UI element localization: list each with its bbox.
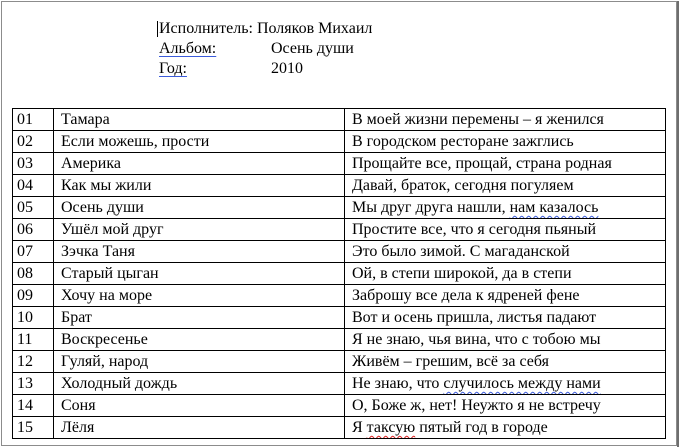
- performer-row: [159, 19, 372, 39]
- track-title: Тамара: [54, 109, 345, 131]
- table-row: [13, 109, 666, 131]
- table-row: [13, 175, 666, 197]
- track-first-line: Ой, в степи широкой, да в степи: [345, 263, 666, 285]
- track-first-line: Давай, браток, сегодня погуляем: [345, 175, 666, 197]
- year-value: 2010: [271, 60, 303, 77]
- track-number: 01: [13, 109, 54, 131]
- track-list-table: [12, 108, 666, 439]
- track-title: Зэчка Таня: [54, 241, 345, 263]
- table-row: [13, 241, 666, 263]
- track-number: 10: [13, 307, 54, 329]
- track-title: Лёля: [54, 417, 345, 439]
- track-number: 12: [13, 351, 54, 373]
- track-number: 07: [13, 241, 54, 263]
- track-title: Если можешь, прости: [54, 131, 345, 153]
- track-line-part: Я: [352, 419, 367, 436]
- track-first-line: Живём – грешим, всё за себя: [345, 351, 666, 373]
- track-number: 02: [13, 131, 54, 153]
- table-row: [13, 153, 666, 175]
- track-title: Как мы жили: [54, 175, 345, 197]
- track-first-line: Я не знаю, чья вина, что с тобою мы: [345, 329, 666, 351]
- track-first-line: Простите все, что я сегодня пьяный: [345, 219, 666, 241]
- album-header: [159, 19, 372, 79]
- track-first-line: [345, 373, 666, 395]
- grammar-flagged-text: нам казалось: [509, 199, 599, 216]
- track-first-line: В городском ресторане зажглись: [345, 131, 666, 153]
- track-first-line: [345, 197, 666, 219]
- table-row: [13, 329, 666, 351]
- track-number: 11: [13, 329, 54, 351]
- track-title: Брат: [54, 307, 345, 329]
- spelling-flagged-text: таксую: [366, 419, 416, 436]
- grammar-flagged-text: случилось между нами: [443, 375, 601, 392]
- track-title: Ушёл мой друг: [54, 219, 345, 241]
- year-label: Год:: [159, 60, 187, 77]
- track-number: 13: [13, 373, 54, 395]
- track-title: Холодный дождь: [54, 373, 345, 395]
- performer-value: Поляков Михаил: [256, 20, 373, 37]
- track-first-line: Это было зимой. С магаданской: [345, 241, 666, 263]
- track-first-line: [345, 417, 666, 439]
- track-number: 14: [13, 395, 54, 417]
- table-row: [13, 285, 666, 307]
- track-first-line: В моей жизни перемены – я женился: [345, 109, 666, 131]
- table-row: [13, 219, 666, 241]
- album-row: [159, 39, 372, 59]
- text-cursor: [157, 21, 158, 37]
- track-first-line: Заброшу все дела к ядреней фене: [345, 285, 666, 307]
- year-row: [159, 59, 372, 79]
- track-number: 03: [13, 153, 54, 175]
- track-number: 06: [13, 219, 54, 241]
- track-line-part: Не знаю, что: [352, 375, 444, 392]
- track-number: 15: [13, 417, 54, 439]
- track-number: 05: [13, 197, 54, 219]
- track-first-line: О, Боже ж, нет! Неужто я не встречу: [345, 395, 666, 417]
- track-number: 04: [13, 175, 54, 197]
- track-first-line: Прощайте все, прощай, страна родная: [345, 153, 666, 175]
- table-row: [13, 417, 666, 439]
- table-row: [13, 373, 666, 395]
- track-title: Хочу на море: [54, 285, 345, 307]
- table-row: [13, 351, 666, 373]
- track-title: Америка: [54, 153, 345, 175]
- track-line-part: пятый год в городе: [415, 419, 548, 436]
- track-number: 09: [13, 285, 54, 307]
- table-row: [13, 263, 666, 285]
- track-title: Соня: [54, 395, 345, 417]
- album-value: Осень души: [271, 40, 354, 57]
- table-row: [13, 395, 666, 417]
- track-title: Осень души: [54, 197, 345, 219]
- track-first-line: Вот и осень пришла, листья падают: [345, 307, 666, 329]
- track-number: 08: [13, 263, 54, 285]
- track-title: Гуляй, народ: [54, 351, 345, 373]
- frame-shadow-edge: [677, 1, 679, 447]
- table-row: [13, 197, 666, 219]
- track-line-part: Мы друг друга нашли,: [352, 199, 510, 216]
- performer-label: Исполнитель:: [159, 20, 253, 37]
- track-title: Старый цыган: [54, 263, 345, 285]
- track-title: Воскресенье: [54, 329, 345, 351]
- album-label: Альбом:: [159, 40, 217, 57]
- table-row: [13, 131, 666, 153]
- table-row: [13, 307, 666, 329]
